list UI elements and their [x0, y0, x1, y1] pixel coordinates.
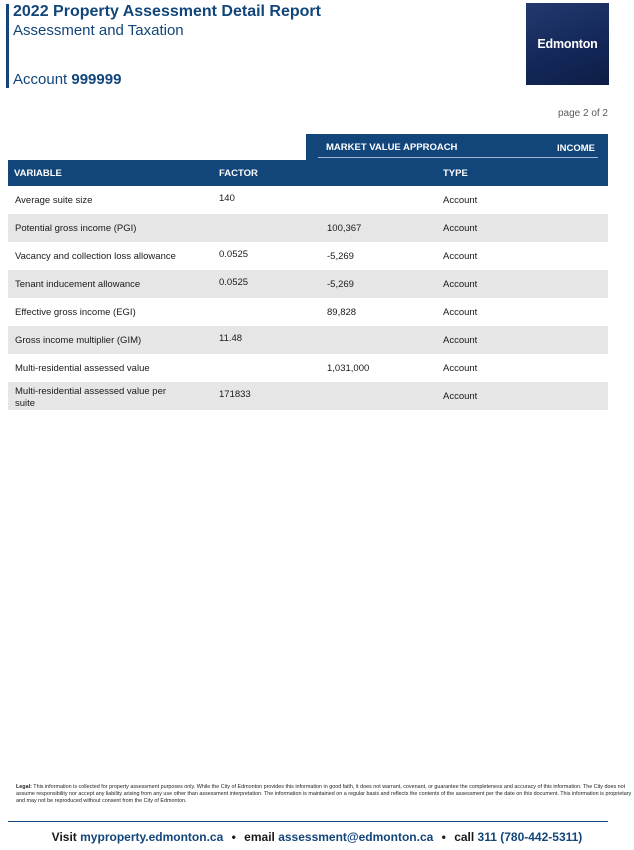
cell-type: Account — [443, 391, 478, 402]
cell-factor: 140 — [219, 193, 235, 204]
group-header-underline — [318, 157, 598, 158]
cell-variable: Multi-residential assessed value — [15, 363, 150, 374]
email-label: email — [244, 830, 275, 844]
legal-label: Legal: — [16, 784, 32, 790]
edmonton-logo — [526, 3, 609, 85]
cell-value: -5,269 — [327, 279, 354, 290]
cell-value: 1,031,000 — [327, 363, 370, 374]
phone-link[interactable]: 311 (780-442-5311) — [477, 830, 583, 844]
account-line — [13, 71, 121, 88]
cell-variable: Average suite size — [15, 195, 93, 206]
cell-type: Account — [443, 223, 478, 234]
cell-type: Account — [443, 279, 478, 290]
legal-notice — [16, 784, 632, 806]
cell-variable: Tenant inducement allowance — [15, 279, 141, 290]
email-link[interactable]: assessment@edmonton.ca — [278, 830, 434, 844]
cell-variable: Potential gross income (PGI) — [15, 223, 137, 234]
report-title: 2022 Property Assessment Detail Report — [13, 3, 321, 20]
cell-factor: 11.48 — [219, 333, 243, 344]
market-value-approach-label: MARKET VALUE APPROACH — [326, 142, 458, 153]
logo-wordmark: Edmonton — [537, 37, 598, 51]
website-link[interactable]: myproperty.edmonton.ca — [80, 830, 224, 844]
cell-type: Account — [443, 363, 478, 374]
column-header-variable: VARIABLE — [14, 168, 62, 179]
cell-variable: Effective gross income (EGI) — [15, 307, 136, 318]
legal-text: This information is collected for property assessment purposes only. While the City of Edmonton provides this information in good faith, it does not warrant, covenant, or guarantee the completeness and accuracy of this information. The City does not assume responsibility nor accept any liability arising from any use other than assessment interpretation. The information is maintained on a regular basis and reflects the contents of the assessment per the date on this document. This information is proprietary and may not be reproduced without consent from the City of Edmonton. — [16, 784, 632, 805]
cell-variable: Vacancy and collection loss allowance — [15, 251, 176, 262]
header-accent-bar — [6, 4, 9, 88]
cell-factor: 171833 — [219, 389, 251, 400]
column-header-factor: FACTOR — [219, 168, 258, 179]
call-label: call — [454, 830, 475, 844]
cell-factor: 0.0525 — [219, 277, 249, 288]
separator: • — [231, 830, 236, 844]
cell-value: -5,269 — [327, 251, 354, 262]
cell-value: 100,367 — [327, 223, 362, 234]
cell-factor: 0.0525 — [219, 249, 249, 260]
cell-variable-continued: suite — [15, 398, 36, 409]
account-number: 999999 — [71, 71, 122, 88]
column-header-type: TYPE — [443, 168, 468, 179]
table-row — [8, 186, 608, 214]
visit-label: Visit — [51, 830, 77, 844]
report-subtitle: Assessment and Taxation — [13, 22, 184, 39]
cell-type: Account — [443, 251, 478, 262]
separator: • — [441, 830, 446, 844]
page-number: page 2 of 2 — [557, 108, 608, 119]
cell-variable: Multi-residential assessed value per — [15, 386, 167, 397]
footer-divider — [8, 821, 608, 822]
account-label: Account — [13, 71, 68, 88]
cell-type: Account — [443, 195, 478, 206]
footer-contact — [0, 830, 634, 844]
cell-variable: Gross income multiplier (GIM) — [15, 335, 142, 346]
cell-value: 89,828 — [327, 307, 357, 318]
table-header — [8, 160, 608, 186]
income-label: INCOME — [557, 143, 595, 154]
cell-type: Account — [443, 307, 478, 318]
cell-type: Account — [443, 335, 478, 346]
